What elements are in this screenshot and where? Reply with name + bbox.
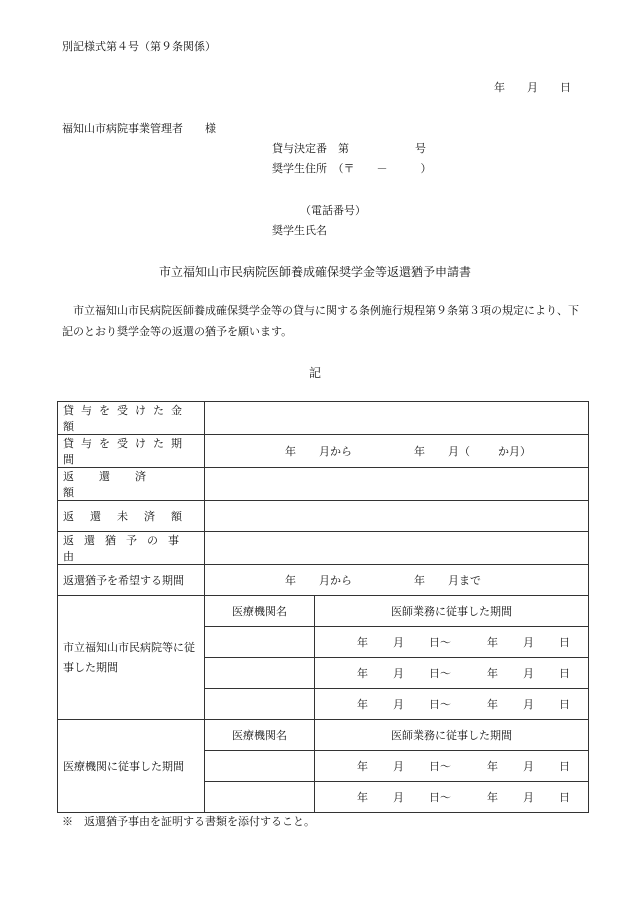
p-d: 日〜 [429,698,451,711]
repaid-field[interactable] [205,468,589,501]
desired-field[interactable] [205,565,589,596]
desired-year2: 年 [414,574,425,587]
table-row [58,532,589,565]
table-row [58,720,589,751]
p-y: 年 [357,636,368,649]
medical-col-period: 医師業務に従事した期間 [315,720,589,751]
table-row [58,565,589,596]
p-y: 年 [357,760,368,773]
p-m2: 月 [523,636,534,649]
unpaid-field[interactable] [205,501,589,532]
decision-number: 貸与決定番 第 号 [272,142,426,155]
phone-number: （電話番号） [300,204,366,217]
medical-label-text: 医療機関に従事した期間 [63,760,184,773]
p-d: 日〜 [429,791,451,804]
period-month: 月（ [448,445,470,458]
student-name: 奨学生氏名 [272,224,327,237]
p-y2: 年 [487,698,498,711]
repaid-label-text: 返還済額 [63,470,171,499]
p-d2: 日 [559,636,570,649]
city-col-institution: 医療機関名 [205,596,315,627]
period-months: か月） [498,445,531,458]
document-title: 市立福知山市民病院医師養成確保奨学金等返還猶予申請書 [158,265,471,279]
city-period-1[interactable] [315,627,589,658]
p-m: 月 [393,791,404,804]
p-y: 年 [357,698,368,711]
p-y2: 年 [487,667,498,680]
medical-institution-2[interactable] [205,782,315,813]
city-period-2[interactable] [315,658,589,689]
p-y2: 年 [487,791,498,804]
p-m: 月 [393,667,404,680]
p-m2: 月 [523,698,534,711]
date-line [494,79,571,95]
repaid-label [58,468,205,501]
p-m2: 月 [523,667,534,680]
period-year2: 年 [414,445,425,458]
addressee: 福知山市病院事業管理者 様 [62,122,216,135]
form-id: 別記様式第４号（第９条関係） [62,40,216,53]
city-institution-2[interactable] [205,658,315,689]
medical-col-institution: 医療機関名 [205,720,315,751]
desired-label-text: 返還猶予を希望する期間 [63,574,184,587]
date-month: 月 [527,81,538,94]
amount-label-text: 貸与を受けた金額 [63,404,189,433]
period-year: 年 [285,445,296,458]
table-row [58,402,589,435]
reason-label-text: 返還猶予の事由 [63,534,189,563]
table-row [58,596,589,627]
p-d: 日〜 [429,760,451,773]
p-d: 日〜 [429,636,451,649]
reason-field[interactable] [205,532,589,565]
amount-field[interactable] [205,402,589,435]
p-y2: 年 [487,636,498,649]
p-d2: 日 [559,667,570,680]
p-d2: 日 [559,760,570,773]
p-d2: 日 [559,698,570,711]
period-label [58,435,205,468]
unpaid-label [58,501,205,532]
ki-heading: 記 [308,366,321,380]
amount-label [58,402,205,435]
medical-institution-1[interactable] [205,751,315,782]
desired-until: 月まで [448,574,481,587]
p-y2: 年 [487,760,498,773]
period-field[interactable] [205,435,589,468]
city-hospital-label-text: 市立福知山市民病院等に従事した期間 [63,640,195,674]
table-row [58,468,589,501]
body-text: 市立福知山市民病院医師養成確保奨学金等の貸与に関する条例施行規程第９条第３項の規定により、下記のとおり奨学金等の返還の猶予を願います。 [62,304,579,338]
footnote: ※ 返還猶予事由を証明する書類を添付すること。 [62,815,315,828]
student-address: 奨学生住所 （〒 － ） [272,162,432,175]
p-m: 月 [393,760,404,773]
medical-period-1[interactable] [315,751,589,782]
reason-label [58,532,205,565]
desired-year: 年 [285,574,296,587]
desired-label [58,565,205,596]
city-institution-1[interactable] [205,627,315,658]
p-m2: 月 [523,760,534,773]
medical-period-2[interactable] [315,782,589,813]
city-period-3[interactable] [315,689,589,720]
medical-label [58,720,205,813]
application-table [57,401,589,813]
p-d: 日〜 [429,667,451,680]
p-y: 年 [357,667,368,680]
date-day: 日 [560,81,571,94]
city-institution-3[interactable] [205,689,315,720]
p-m: 月 [393,636,404,649]
p-d2: 日 [559,791,570,804]
p-m: 月 [393,698,404,711]
period-from: 月から [319,445,352,458]
desired-from: 月から [319,574,352,587]
period-label-text: 貸与を受けた期間 [63,437,189,466]
p-y: 年 [357,791,368,804]
table-row [58,435,589,468]
city-col-period: 医師業務に従事した期間 [315,596,589,627]
city-hospital-label [58,596,205,720]
table-row [58,501,589,532]
p-m2: 月 [523,791,534,804]
unpaid-label-text: 返還未済額 [63,510,198,523]
date-year: 年 [494,81,505,94]
